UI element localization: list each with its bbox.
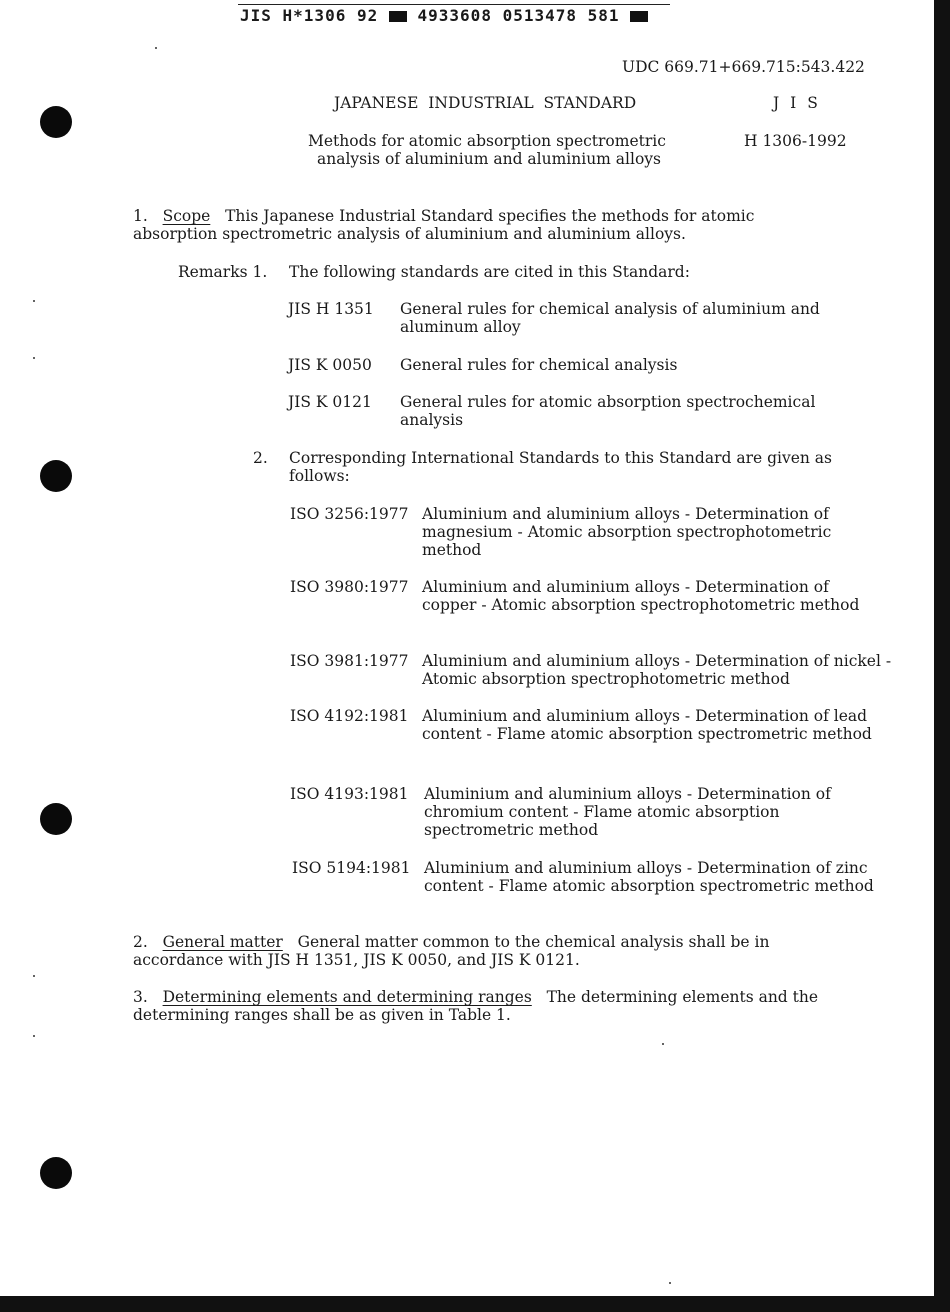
iso-code: ISO 4193:1981 (290, 785, 409, 803)
scan-speck (33, 975, 35, 977)
iso-title: Aluminium and aluminium alloys - Determination of zinc content - Flame atomic absorption spectrometric method (424, 859, 874, 895)
iso-code: ISO 3980:1977 (290, 578, 409, 596)
punch-hole-icon (40, 803, 72, 835)
iso-title: Aluminium and aluminium alloys - Determination of copper - Atomic absorption spectrophotometric method (422, 578, 860, 614)
section-number: 3. (133, 988, 148, 1006)
section-determining (133, 988, 845, 1024)
doc-title-line2: analysis of aluminium and aluminium alloys (317, 150, 662, 168)
standard-org: JAPANESE INDUSTRIAL STANDARD (334, 94, 637, 112)
section-text: General matter common to the chemical analysis shall be in accordance with JIS H 1351, JIS K 0050, and JIS K 0121. (133, 933, 770, 969)
remark-1-text: The following standards are cited in this Standard: (289, 263, 690, 281)
cited-code: JIS K 0121 (288, 393, 372, 411)
scan-speck (33, 300, 35, 302)
iso-title: Aluminium and aluminium alloys - Determination of nickel - Atomic absorption spectrophotometric method (422, 652, 892, 688)
udc-number: UDC 669.71+669.715:543.422 (622, 58, 865, 76)
iso-title: Aluminium and aluminium alloys - Determination of lead content - Flame atomic absorption spectrometric method (422, 707, 872, 743)
scan-speck (33, 1035, 35, 1037)
section-scope (133, 207, 833, 243)
catalog-code-mid: 4933608 0513478 581 (417, 6, 620, 25)
iso-title: Aluminium and aluminium alloys - Determination of magnesium - Atomic absorption spectrophotometric method (422, 505, 832, 559)
scan-speck (669, 1282, 671, 1284)
black-block-icon (389, 11, 407, 22)
punch-hole-icon (40, 1157, 72, 1189)
scan-border-right (934, 0, 950, 1312)
doc-title-line1: Methods for atomic absorption spectrometric (308, 132, 666, 150)
standard-number: H 1306-1992 (744, 132, 847, 150)
remark-2-number: 2. (253, 449, 268, 467)
iso-code: ISO 5194:1981 (292, 859, 411, 877)
scan-border-bottom (0, 1296, 950, 1312)
remarks-label: Remarks 1. (178, 263, 268, 281)
header-rule (238, 4, 670, 5)
cited-code: JIS K 0050 (288, 356, 372, 374)
punch-hole-icon (40, 106, 72, 138)
section-heading: Determining elements and determining ranges (162, 988, 532, 1006)
remark-2-text: Corresponding International Standards to this Standard are given as follows: (289, 449, 832, 485)
section-general-matter (133, 933, 833, 969)
cited-title: General rules for chemical analysis (400, 356, 678, 374)
section-number: 1. (133, 207, 148, 225)
catalog-code-left: JIS H*1306 92 (240, 6, 379, 25)
cited-code: JIS H 1351 (288, 300, 374, 318)
iso-code: ISO 3981:1977 (290, 652, 409, 670)
scan-speck (33, 357, 35, 359)
scan-speck (155, 47, 157, 49)
section-heading: Scope (162, 207, 211, 225)
section-text: This Japanese Industrial Standard specifies the methods for atomic absorption spectrometric analysis of aluminium and aluminium alloys. (133, 207, 755, 243)
jis-mark: J I S (773, 94, 821, 112)
iso-code: ISO 4192:1981 (290, 707, 409, 725)
cited-title: General rules for chemical analysis of aluminium and aluminum alloy (400, 300, 820, 336)
iso-title: Aluminium and aluminium alloys - Determination of chromium content - Flame atomic absorption spectrometric method (424, 785, 831, 839)
section-text: The determining elements and the determining ranges shall be as given in Table 1. (133, 988, 819, 1024)
punch-hole-icon (40, 460, 72, 492)
iso-code: ISO 3256:1977 (290, 505, 409, 523)
black-block-icon (630, 11, 648, 22)
cited-title: General rules for atomic absorption spectrochemical analysis (400, 393, 816, 429)
section-number: 2. (133, 933, 148, 951)
scan-speck (662, 1043, 664, 1045)
catalog-code-line (240, 7, 648, 25)
section-heading: General matter (162, 933, 283, 951)
